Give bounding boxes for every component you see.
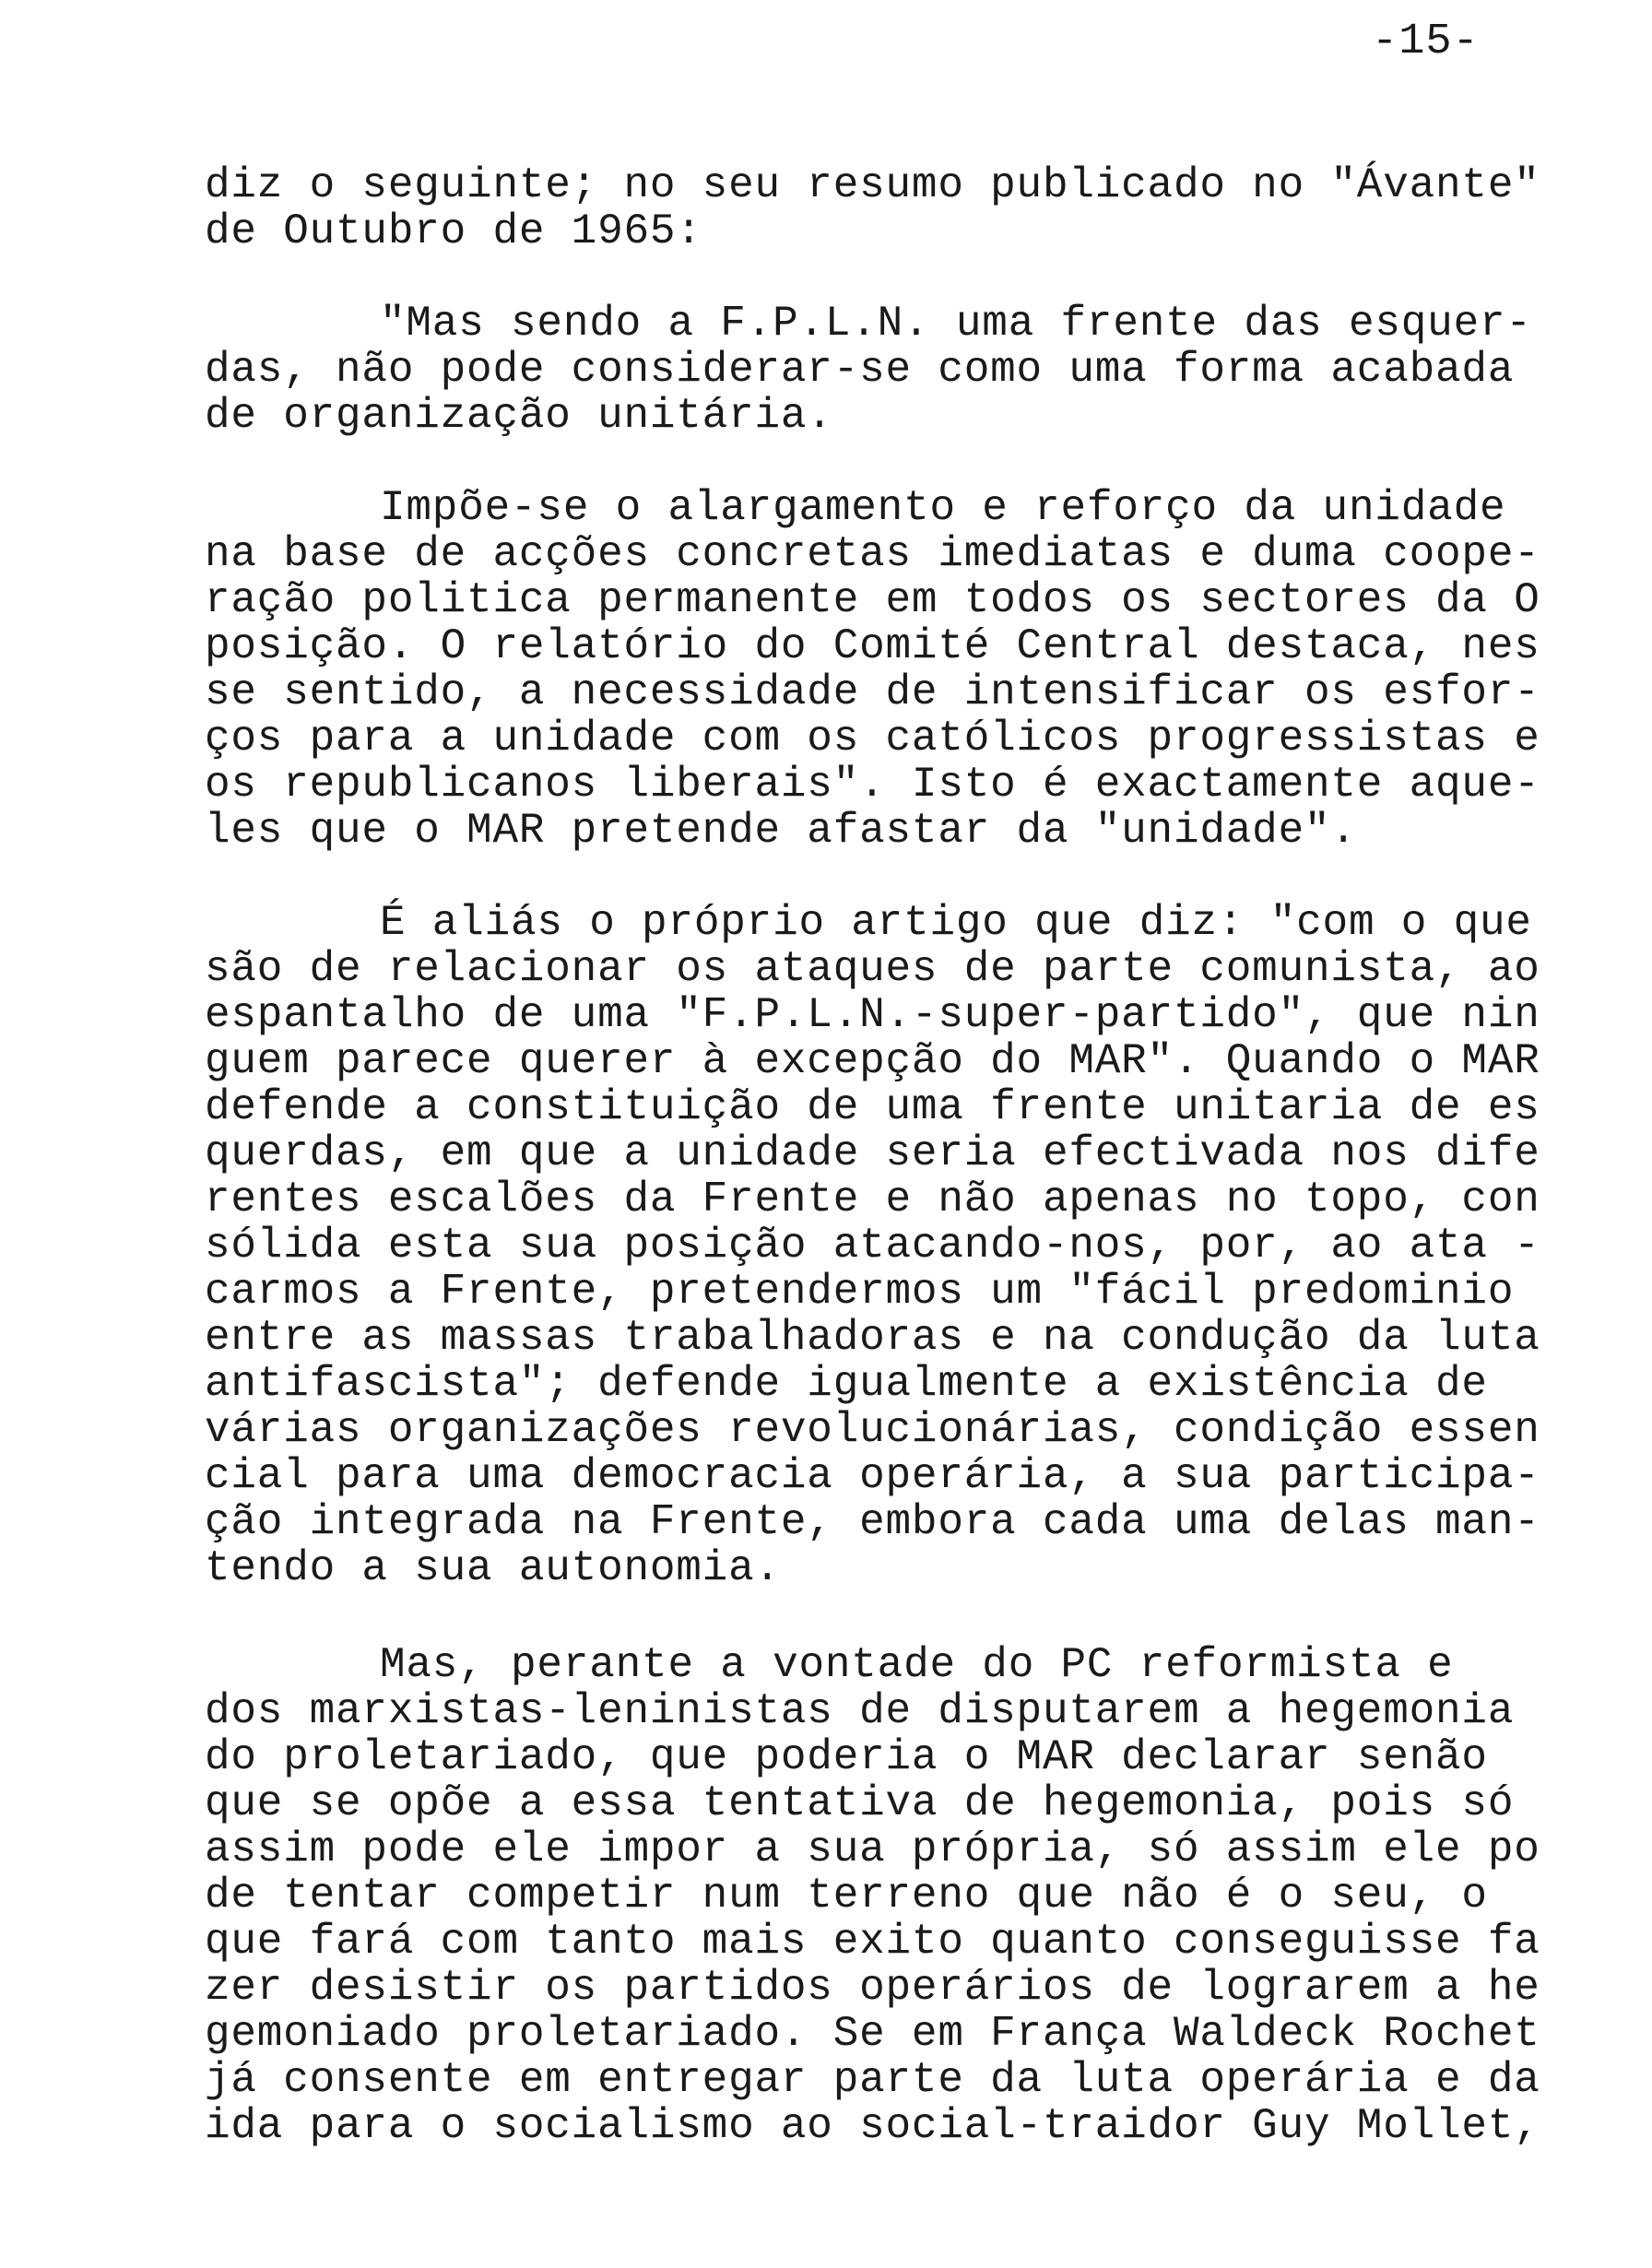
text-line: ção integrada na Frente, embora cada uma delas man- [205, 1498, 1540, 1546]
text-line: cial para uma democracia operária, a sua participa- [205, 1452, 1540, 1500]
text-line: querdas, em que a unidade seria efectivada nos dife [205, 1129, 1540, 1177]
text-line: assim pode ele impor a sua própria, só assim ele po [205, 1825, 1540, 1873]
text-line: de organização unitária. [205, 392, 833, 440]
text-line: Mas, perante a vontade do PC reformista e [380, 1641, 1454, 1689]
page-number: -15- [1372, 18, 1480, 66]
text-line: "Mas sendo a F.P.L.N. uma frente das esquer- [380, 300, 1532, 348]
text-line: são de relacionar os ataques de parte comunista, ao [205, 945, 1540, 993]
text-line: antifascista"; defende igualmente a existência de [205, 1360, 1488, 1408]
text-line: dos marxistas-leninistas de disputarem a hegemonia [205, 1687, 1515, 1735]
text-line: se sentido, a necessidade de intensificar os esfor- [205, 668, 1540, 716]
text-line: entre as massas trabalhadoras e na condução da luta [205, 1314, 1540, 1362]
text-line: posição. O relatório do Comité Central destaca, nes [205, 622, 1540, 670]
text-line: gemoniado proletariado. Se em França Waldeck Rochet [205, 2010, 1540, 2058]
text-line: já consente em entregar parte da luta operária e da [205, 2056, 1540, 2104]
text-line: Impõe-se o alargamento e reforço da unidade [380, 484, 1506, 532]
text-line: ração politica permanente em todos os sectores da O [205, 576, 1540, 624]
text-line: les que o MAR pretende afastar da "unidade". [205, 807, 1357, 855]
text-line: de Outubro de 1965: [205, 207, 702, 255]
text-line: É aliás o próprio artigo que diz: "com o que [380, 899, 1532, 947]
text-line: sólida esta sua posição atacando-nos, por, ao ata - [205, 1222, 1540, 1270]
text-line: guem parece querer à excepção do MAR". Quando o MAR [205, 1037, 1540, 1085]
text-line: rentes escalões da Frente e não apenas no topo, con [205, 1175, 1540, 1223]
text-line: diz o seguinte; no seu resumo publicado no "Ávante" [205, 161, 1540, 209]
text-line: carmos a Frente, pretendermos um "fácil predominio [205, 1268, 1515, 1316]
text-line: defende a constituição de uma frente unitaria de es [205, 1083, 1540, 1131]
text-line: várias organizações revolucionárias, condição essen [205, 1406, 1540, 1454]
text-line: tendo a sua autonomia. [205, 1544, 781, 1592]
text-line: que se opõe a essa tentativa de hegemonia, pois só [205, 1779, 1515, 1827]
text-line: ida para o socialismo ao social-traidor Guy Mollet, [205, 2102, 1540, 2150]
text-line: das, não pode considerar-se como uma forma acabada [205, 346, 1515, 394]
text-line: os republicanos liberais". Isto é exactamente aque- [205, 761, 1540, 809]
text-line: zer desistir os partidos operários de lograrem a he [205, 1964, 1540, 2012]
text-line: que fará com tanto mais exito quanto conseguisse fa [205, 1918, 1540, 1966]
text-line: de tentar competir num terreno que não é o seu, o [205, 1872, 1488, 1920]
text-line: do proletariado, que poderia o MAR declarar senão [205, 1733, 1488, 1781]
text-line: na base de acções concretas imediatas e duma coope- [205, 530, 1540, 578]
text-line: ços para a unidade com os católicos progressistas e [205, 715, 1540, 762]
text-line: espantalho de uma "F.P.L.N.-super-partido", que nin [205, 991, 1540, 1039]
